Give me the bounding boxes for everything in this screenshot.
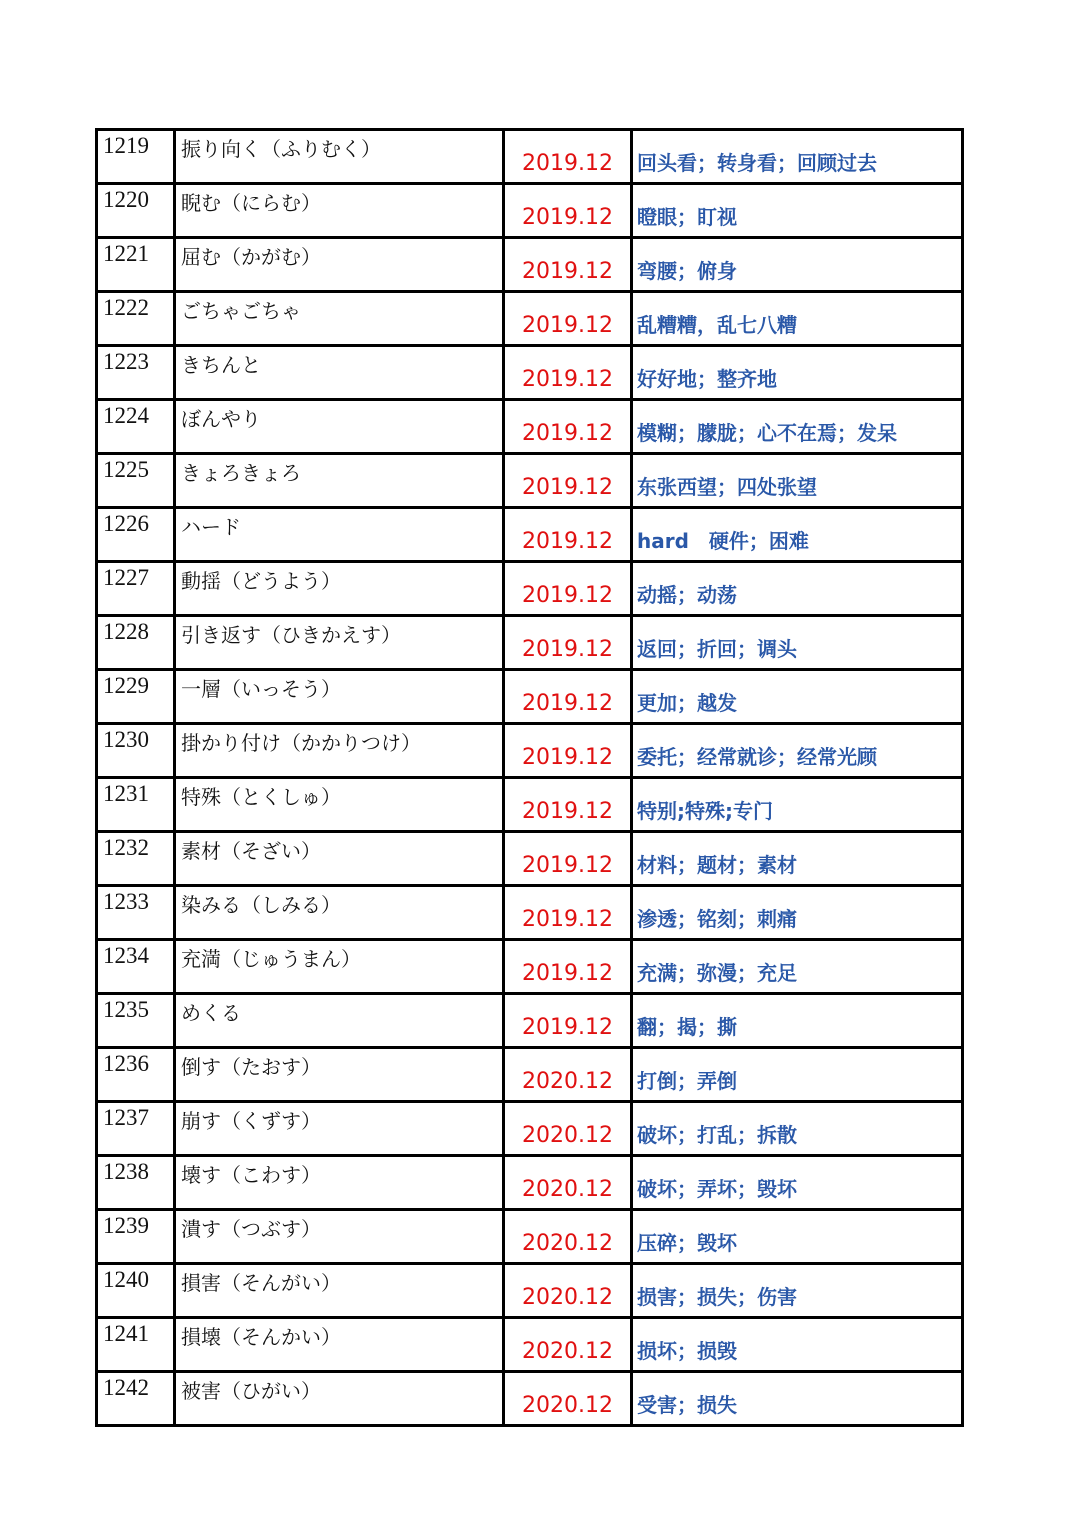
japanese-word: 素材（そざい） (175, 832, 504, 886)
exam-date: 2019.12 (504, 562, 632, 616)
exam-date: 2019.12 (504, 886, 632, 940)
chinese-meaning: 受害；损失 (632, 1372, 963, 1426)
table-row (97, 778, 963, 832)
chinese-meaning: 充满；弥漫；充足 (632, 940, 963, 994)
table-row (97, 832, 963, 886)
japanese-word: 崩す（くずす） (175, 1102, 504, 1156)
chinese-meaning: 材料；题材；素材 (632, 832, 963, 886)
entry-number: 1240 (97, 1264, 175, 1318)
entry-number: 1235 (97, 994, 175, 1048)
japanese-word: 屈む（かがむ） (175, 238, 504, 292)
table-row (97, 616, 963, 670)
table-row (97, 346, 963, 400)
japanese-word: 損壊（そんかい） (175, 1318, 504, 1372)
entry-number: 1242 (97, 1372, 175, 1426)
chinese-meaning: 模糊；朦胧；心不在焉；发呆 (632, 400, 963, 454)
exam-date: 2019.12 (504, 238, 632, 292)
japanese-word: 潰す（つぶす） (175, 1210, 504, 1264)
table-row (97, 1156, 963, 1210)
entry-number: 1226 (97, 508, 175, 562)
table-row (97, 130, 963, 184)
exam-date: 2020.12 (504, 1264, 632, 1318)
table-row (97, 670, 963, 724)
entry-number: 1219 (97, 130, 175, 184)
table-row (97, 238, 963, 292)
exam-date: 2019.12 (504, 346, 632, 400)
chinese-meaning: 委托；经常就诊；经常光顾 (632, 724, 963, 778)
japanese-word: 引き返す（ひきかえす） (175, 616, 504, 670)
exam-date: 2019.12 (504, 400, 632, 454)
japanese-word: 掛かり付け（かかりつけ） (175, 724, 504, 778)
japanese-word: 振り向く（ふりむく） (175, 130, 504, 184)
table-row (97, 1102, 963, 1156)
japanese-word: ぼんやり (175, 400, 504, 454)
japanese-word: 充満（じゅうまん） (175, 940, 504, 994)
exam-date: 2020.12 (504, 1318, 632, 1372)
exam-date: 2020.12 (504, 1210, 632, 1264)
entry-number: 1220 (97, 184, 175, 238)
entry-number: 1222 (97, 292, 175, 346)
exam-date: 2020.12 (504, 1372, 632, 1426)
entry-number: 1232 (97, 832, 175, 886)
chinese-meaning: 破坏；打乱；拆散 (632, 1102, 963, 1156)
exam-date: 2020.12 (504, 1156, 632, 1210)
entry-number: 1234 (97, 940, 175, 994)
table-row (97, 562, 963, 616)
chinese-meaning: hard 硬件；困难 (632, 508, 963, 562)
entry-number: 1239 (97, 1210, 175, 1264)
japanese-word: 睨む（にらむ） (175, 184, 504, 238)
chinese-meaning: 动摇；动荡 (632, 562, 963, 616)
chinese-meaning: 损害；损失；伤害 (632, 1264, 963, 1318)
exam-date: 2019.12 (504, 184, 632, 238)
vocabulary-table (95, 128, 964, 1427)
japanese-word: 一層（いっそう） (175, 670, 504, 724)
exam-date: 2020.12 (504, 1048, 632, 1102)
exam-date: 2019.12 (504, 130, 632, 184)
exam-date: 2019.12 (504, 994, 632, 1048)
table-row (97, 724, 963, 778)
table-row (97, 1318, 963, 1372)
chinese-meaning: 更加；越发 (632, 670, 963, 724)
table-row (97, 184, 963, 238)
entry-number: 1237 (97, 1102, 175, 1156)
table-row (97, 940, 963, 994)
exam-date: 2019.12 (504, 508, 632, 562)
entry-number: 1231 (97, 778, 175, 832)
exam-date: 2019.12 (504, 778, 632, 832)
japanese-word: ハード (175, 508, 504, 562)
japanese-word: きちんと (175, 346, 504, 400)
chinese-meaning: 东张西望；四处张望 (632, 454, 963, 508)
entry-number: 1238 (97, 1156, 175, 1210)
exam-date: 2019.12 (504, 616, 632, 670)
chinese-meaning: 打倒；弄倒 (632, 1048, 963, 1102)
table-row (97, 994, 963, 1048)
exam-date: 2019.12 (504, 832, 632, 886)
chinese-meaning: 翻；揭；撕 (632, 994, 963, 1048)
exam-date: 2020.12 (504, 1102, 632, 1156)
japanese-word: ごちゃごちゃ (175, 292, 504, 346)
japanese-word: 染みる（しみる） (175, 886, 504, 940)
chinese-meaning: 乱糟糟，乱七八糟 (632, 292, 963, 346)
japanese-word: 壊す（こわす） (175, 1156, 504, 1210)
chinese-meaning: 返回；折回；调头 (632, 616, 963, 670)
entry-number: 1221 (97, 238, 175, 292)
japanese-word: 損害（そんがい） (175, 1264, 504, 1318)
entry-number: 1229 (97, 670, 175, 724)
japanese-word: きょろきょろ (175, 454, 504, 508)
entry-number: 1227 (97, 562, 175, 616)
exam-date: 2019.12 (504, 292, 632, 346)
exam-date: 2019.12 (504, 670, 632, 724)
chinese-meaning: 压碎；毁坏 (632, 1210, 963, 1264)
entry-number: 1233 (97, 886, 175, 940)
entry-number: 1230 (97, 724, 175, 778)
table-row (97, 454, 963, 508)
chinese-meaning: 瞪眼；盯视 (632, 184, 963, 238)
exam-date: 2019.12 (504, 454, 632, 508)
chinese-meaning: 回头看；转身看；回顾过去 (632, 130, 963, 184)
entry-number: 1241 (97, 1318, 175, 1372)
japanese-word: 特殊（とくしゅ） (175, 778, 504, 832)
exam-date: 2019.12 (504, 724, 632, 778)
table-row (97, 1264, 963, 1318)
entry-number: 1223 (97, 346, 175, 400)
vocabulary-table-body (97, 130, 963, 1426)
japanese-word: めくる (175, 994, 504, 1048)
entry-number: 1236 (97, 1048, 175, 1102)
entry-number: 1228 (97, 616, 175, 670)
exam-date: 2019.12 (504, 940, 632, 994)
japanese-word: 倒す（たおす） (175, 1048, 504, 1102)
entry-number: 1225 (97, 454, 175, 508)
table-row (97, 292, 963, 346)
chinese-meaning: 好好地；整齐地 (632, 346, 963, 400)
table-row (97, 1372, 963, 1426)
chinese-meaning: 渗透；铭刻；刺痛 (632, 886, 963, 940)
table-row (97, 886, 963, 940)
japanese-word: 被害（ひがい） (175, 1372, 504, 1426)
table-row (97, 1048, 963, 1102)
japanese-word: 動揺（どうよう） (175, 562, 504, 616)
table-row (97, 508, 963, 562)
table-row (97, 400, 963, 454)
chinese-meaning: 破坏；弄坏；毁坏 (632, 1156, 963, 1210)
chinese-meaning: 弯腰；俯身 (632, 238, 963, 292)
chinese-meaning: 特别;特殊;专门 (632, 778, 963, 832)
table-row (97, 1210, 963, 1264)
chinese-meaning: 损坏；损毁 (632, 1318, 963, 1372)
entry-number: 1224 (97, 400, 175, 454)
